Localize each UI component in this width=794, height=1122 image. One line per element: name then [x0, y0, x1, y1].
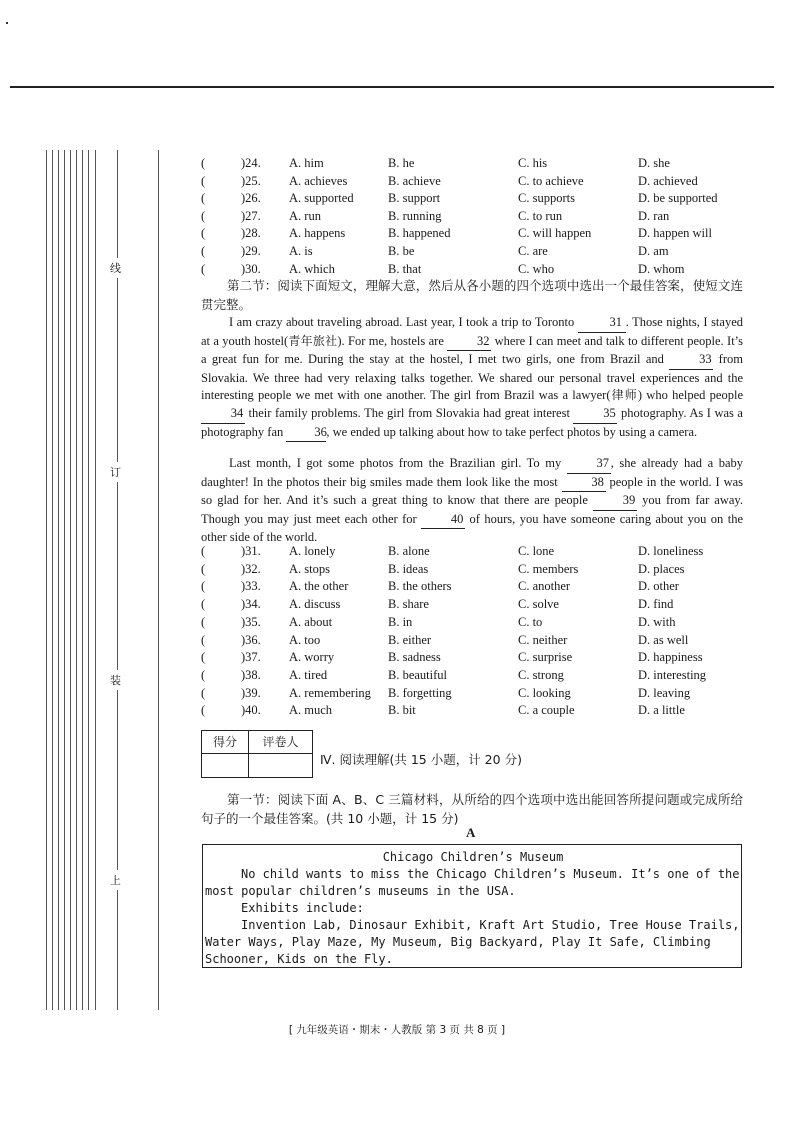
question-row [201, 226, 761, 244]
option-c: C. lone [518, 544, 555, 558]
section2-instruction: 第二节：阅读下面短文，理解大意，然后从各小题的四个选项中选出一个最佳答案，使短文连贯完整。 [201, 278, 743, 312]
option-d: D. leaving [638, 685, 691, 700]
question-row [201, 191, 761, 209]
option-d: D. other [638, 579, 679, 594]
option-d: D. happen will [638, 226, 712, 241]
question-number: )32. [241, 561, 261, 576]
option-b: B. share [388, 597, 429, 612]
answer-paren: ( [201, 226, 206, 241]
option-d: D. she [638, 156, 670, 170]
grader-label: 评卷人 [249, 731, 312, 754]
question-row [201, 174, 761, 192]
answer-blank: 37 [567, 455, 611, 474]
option-c: C. a couple [518, 703, 575, 718]
option-c: C. strong [518, 667, 564, 682]
answer-paren: ( [201, 597, 206, 612]
option-b: B. the others [388, 579, 452, 594]
question-number: )34. [241, 597, 261, 612]
scan-speck [6, 22, 8, 24]
option-c: C. another [518, 579, 571, 594]
question-number: )30. [241, 261, 261, 276]
question-row [201, 668, 761, 686]
option-c: C. will happen [518, 226, 592, 241]
answer-paren: ( [201, 667, 206, 682]
answer-paren: ( [201, 208, 206, 223]
question-row [201, 686, 761, 704]
answer-paren: ( [201, 173, 206, 188]
option-c: C. his [518, 156, 548, 170]
option-d: D. a little [638, 703, 685, 718]
answer-paren: ( [201, 650, 206, 665]
chinese-gloss: 青年旅社 [288, 333, 338, 348]
option-c: C. are [518, 244, 548, 258]
option-d: D. am [638, 244, 669, 258]
question-number: )27. [241, 208, 261, 223]
option-d: D. interesting [638, 667, 707, 682]
passage-paragraph-1 [201, 314, 743, 442]
chinese-gloss: 律师 [610, 388, 638, 403]
option-a: A. too [289, 632, 321, 647]
question-row [201, 650, 761, 668]
option-a: A. which [289, 261, 335, 276]
question-row [201, 209, 761, 227]
option-d: D. places [638, 561, 685, 576]
margin-label-line: 线 [110, 258, 121, 278]
option-a: A. stops [289, 561, 330, 576]
score-label: 得分 [202, 731, 249, 754]
answer-blank: 35 [573, 405, 617, 424]
option-c: C. to achieve [518, 173, 584, 188]
margin-label-order: 订 [110, 462, 121, 482]
question-row [201, 615, 761, 633]
passage-text: their family problems. The girl from Slovakia had great interest [245, 405, 574, 420]
passage-label: A [466, 825, 476, 840]
answer-paren: ( [201, 156, 206, 170]
question-row [201, 597, 761, 615]
option-b: B. forgetting [388, 685, 452, 700]
question-number: )25. [241, 173, 261, 188]
answer-paren: ( [201, 191, 206, 206]
passage-text: photography. As I was a photography fan [201, 405, 743, 439]
question-row [201, 579, 761, 597]
option-c: C. neither [518, 632, 568, 647]
passage-text: , we ended up talking about how to take perfect photos by using a camera. [326, 424, 698, 439]
option-b: B. bit [388, 703, 416, 718]
margin-label-bind: 装 [110, 670, 121, 690]
exhibits-label: Exhibits include: [241, 901, 364, 915]
answer-blank: 39 [593, 492, 637, 511]
question-number: )35. [241, 614, 261, 629]
option-b: B. support [388, 191, 441, 206]
option-c: C. members [518, 561, 579, 576]
top-border-line [10, 86, 774, 88]
option-c: C. to [518, 614, 543, 629]
option-b: B. either [388, 632, 432, 647]
question-number: )38. [241, 667, 261, 682]
question-number: )29. [241, 244, 261, 258]
option-a: A. him [289, 156, 324, 170]
answer-paren: ( [201, 632, 206, 647]
option-b: B. be [388, 244, 415, 258]
museum-box [202, 844, 742, 968]
question-row [201, 633, 761, 651]
option-a: A. run [289, 208, 321, 223]
question-row [201, 156, 761, 174]
passage-text: people in the world. I was so glad for her. And it’s such a great thing to know that there are people [201, 474, 744, 508]
option-b: B. happened [388, 226, 451, 241]
margin-label-up: 上 [110, 870, 121, 890]
option-d: D. find [638, 597, 674, 612]
answer-paren: ( [201, 261, 206, 276]
answer-paren: ( [201, 579, 206, 594]
option-d: D. achieved [638, 173, 698, 188]
answer-blank: 38 [562, 474, 606, 493]
option-b: B. alone [388, 544, 430, 558]
option-b: B. ideas [388, 561, 429, 576]
option-c: C. looking [518, 685, 571, 700]
answer-blank: 31 [578, 314, 626, 333]
question-row [201, 562, 761, 580]
passage-paragraph-2 [201, 455, 743, 547]
question-row [201, 703, 761, 721]
question-number: )39. [241, 685, 261, 700]
option-a: A. much [289, 703, 333, 718]
option-a: A. the other [289, 579, 349, 594]
option-b: B. sadness [388, 650, 441, 665]
option-a: A. supported [289, 191, 354, 206]
passage-text: ). For me, hostels are [337, 333, 448, 348]
option-b: B. running [388, 208, 442, 223]
answer-paren: ( [201, 685, 206, 700]
option-a: A. is [289, 244, 313, 258]
question-number: )24. [241, 156, 261, 170]
exhibits-list: Invention Lab, Dinosaur Exhibit, Kraft Art Studio, Tree House Trails, Water Ways, Play Maze, My Museum, Big Backyard, Play It Safe, Climbing Schooner, Kids on the Fly. [205, 918, 740, 966]
question-number: )26. [241, 191, 261, 206]
museum-intro: No child wants to miss the Chicago Children’s Museum. It’s one of the most popular children’s museums in the USA. [205, 867, 740, 898]
answer-blank: 32 [447, 333, 491, 352]
option-d: D. happiness [638, 650, 703, 665]
passage-text: Last month, I got some photos from the Brazilian girl. To my [229, 456, 567, 470]
museum-title: Chicago Children’s Museum [382, 850, 564, 864]
option-a: A. remembering [289, 685, 371, 700]
option-c: C. who [518, 261, 555, 276]
option-c: C. supports [518, 191, 575, 206]
question-number: )40. [241, 703, 261, 718]
binding-margin [46, 150, 166, 1010]
option-c: C. surprise [518, 650, 573, 665]
option-a: A. happens [289, 226, 346, 241]
passage-text: from Slovakia. We three had very relaxing talks together. We shared our personal travel experiences and the interesting people we met with one another. The girl from Brazil was a lawyer( [201, 352, 743, 403]
answer-blank: 33 [669, 351, 713, 370]
option-b: B. beautiful [388, 667, 448, 682]
passage-text: you from far away. Though you may just meet each other for [201, 493, 743, 526]
passage-text: I am crazy about traveling abroad. Last year, I took a trip to Toronto [229, 315, 578, 329]
section-iv-title: Ⅳ. 阅读理解(共 15 小题，计 20 分) [320, 752, 522, 767]
passage-text: ) who helped people [637, 388, 743, 403]
question-row [201, 244, 761, 262]
passage-text: . Those nights, I stayed at a youth hostel( [201, 315, 743, 348]
question-row [201, 544, 761, 562]
question-number: )36. [241, 632, 261, 647]
answer-blank: 36 [286, 424, 326, 443]
option-a: A. worry [289, 650, 335, 665]
part1-instruction: 第一节：阅读下面 A、B、C 三篇材料，从所给的四个选项中选出能回答所提问题或完成所给句子的一个最佳答案。(共 10 小题，计 15 分) [201, 792, 743, 826]
passage-text: , she already had a baby daughter! In the photos their big smiles made them look like the most [201, 456, 743, 489]
answer-blank: 34 [201, 405, 245, 424]
option-d: D. with [638, 614, 676, 629]
answer-paren: ( [201, 544, 206, 558]
option-c: C. solve [518, 597, 559, 612]
passage-text: where I can meet and talk to different people. It’s a great fun for me. During the stay at the hostel, I met two girls, one from Brazil and [201, 333, 743, 367]
option-d: D. whom [638, 261, 685, 276]
option-d: D. be supported [638, 191, 718, 206]
option-a: A. lonely [289, 544, 336, 558]
score-box [201, 730, 313, 778]
option-d: D. loneliness [638, 544, 704, 558]
question-number: )33. [241, 579, 261, 594]
option-a: A. about [289, 614, 333, 629]
question-number: )28. [241, 226, 261, 241]
page-footer: [ 九年级英语・期末・人教版 第 3 页 共 8 页 ] [288, 1024, 506, 1036]
option-d: D. ran [638, 208, 670, 223]
answer-paren: ( [201, 561, 206, 576]
option-a: A. tired [289, 667, 328, 682]
option-d: D. as well [638, 632, 689, 647]
answer-paren: ( [201, 614, 206, 629]
option-a: A. achieves [289, 173, 348, 188]
option-b: B. that [388, 261, 422, 276]
answer-blank: 40 [421, 511, 465, 530]
option-b: B. he [388, 156, 415, 170]
option-a: A. discuss [289, 597, 341, 612]
passage-text: of hours, you have someone caring about you on the other side of the world. [201, 511, 743, 545]
answer-paren: ( [201, 703, 206, 718]
option-b: B. achieve [388, 173, 441, 188]
option-c: C. to run [518, 208, 563, 223]
option-b: B. in [388, 614, 413, 629]
question-number: )31. [241, 544, 261, 558]
question-number: )37. [241, 650, 261, 665]
answer-paren: ( [201, 244, 206, 258]
